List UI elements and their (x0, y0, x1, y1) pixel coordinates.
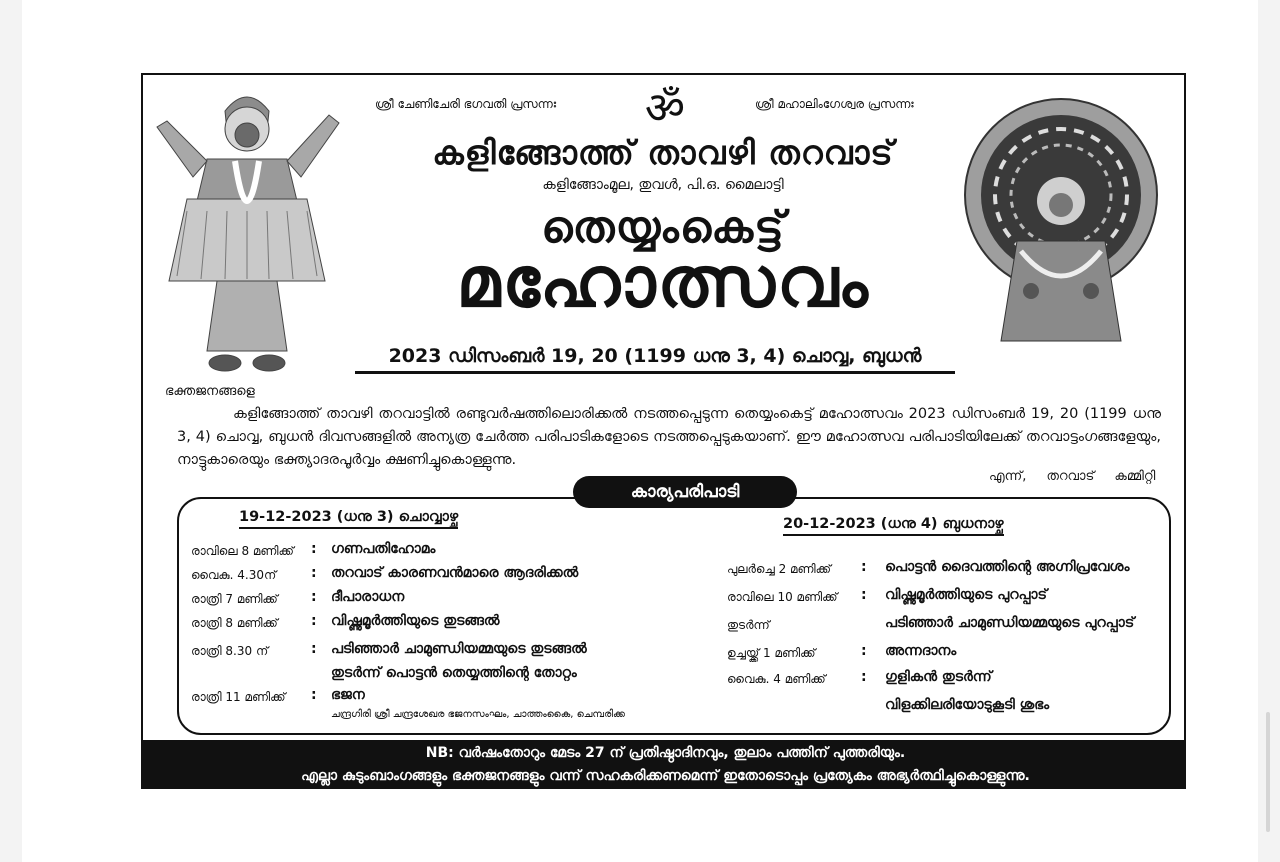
event-time: രാത്രി 8 മണിക്ക് (191, 616, 278, 630)
colon-separator: : (311, 565, 317, 581)
event-time: തുടർന്ന് (727, 618, 770, 632)
colon-separator: : (861, 643, 867, 659)
colon-separator: : (311, 687, 317, 703)
salutation: ഭക്തജനങ്ങളെ (165, 384, 255, 399)
event-time: പുലർച്ചെ 2 മണിക്ക് (727, 562, 831, 576)
scrollbar[interactable] (1266, 712, 1270, 832)
event-desc: തറവാട് കാരണവൻമാരെ ആദരിക്കൽ (331, 565, 579, 581)
event-desc: പടിഞ്ഞാർ ചാമുണ്ഡിയമ്മയുടെ തുടങ്ങൽ (331, 641, 587, 657)
theyyam-figure-left (147, 81, 347, 377)
family-name-heading: കളിങ്ങോത്ത് താവഴി തറവാട് (432, 133, 894, 172)
svg-text:ॐ: ॐ (644, 83, 686, 131)
theyyam-figure-right (961, 91, 1161, 347)
address: കളിങ്ങോംമൂല, തുവൾ, പി.ഒ. മൈലാട്ടി (542, 177, 784, 193)
colon-separator: : (311, 613, 317, 629)
event-desc: തുടർന്ന് പൊട്ടൻ തെയ്യത്തിന്റെ തോറ്റം (331, 665, 577, 681)
event-time: രാത്രി 8.30 ന് (191, 644, 269, 658)
footer-banner (143, 740, 1186, 789)
festival-notice (141, 73, 1186, 789)
programme-heading: കാര്യപരിപാടി (573, 476, 797, 508)
festival-title-line1: തെയ്യംകെട്ട് (541, 202, 785, 253)
blessing-left: ശ്രീ ചേണിചേരി ഭഗവതി പ്രസന്നഃ (375, 97, 557, 111)
event-time: രാത്രി 7 മണിക്ക് (191, 592, 278, 606)
event-desc: പൊട്ടൻ ദൈവത്തിന്റെ അഗ്നിപ്രവേശം (885, 559, 1130, 575)
event-desc: ഭജന (331, 687, 365, 703)
blessing-right: ശ്രീ മഹാലിംഗേശ്വര പ്രസന്നഃ (755, 97, 914, 111)
event-time: ഉച്ചയ്ക്ക് 1 മണിക്ക് (727, 646, 816, 660)
footer-line1: NB: വർഷംതോറും മേടം 27 ന് പ്രതിഷ്ഠാദിനവും, തുലാം പത്തിന് പുത്തരിയും. (425, 745, 906, 761)
colon-separator: : (311, 589, 317, 605)
festival-date-line: 2023 ഡിസംബർ 19, 20 (1199 ധനു 3, 4) ചൊവ്വ, ബുധൻ (355, 345, 955, 374)
event-desc: വിളക്കിലരിയോടുകൂടി ശുഭം (885, 697, 1050, 713)
event-desc: വിഷ്ണുമൂർത്തിയുടെ പുറപ്പാട് (885, 587, 1048, 603)
event-desc: ഗണപതിഹോമം (331, 541, 436, 557)
event-desc: വിഷ്ണുമൂർത്തിയുടെ തുടങ്ങൽ (331, 613, 500, 629)
invitation-text: കളിങ്ങോത്ത് താവഴി തറവാട്ടിൽ രണ്ടുവർഷത്തിലൊരിക്കൽ നടത്തപ്പെടുന്ന തെയ്യംകെട്ട് മഹോത്സവം 2023 ഡിസംബർ 19, 20 (1199 ധനു 3, 4) ചൊവ്വ, ബുധൻ ദിവസങ്ങളിൽ അന്യത്ര ചേർത്ത പരിപാടികളോടെ നടത്തപ്പെടുകയാണ്. ഈ മഹോത്സവ പരിപാടിയിലേക്ക് തറവാട്ടംഗങ്ങളേയും, നാട്ടുകാരെയും ഭക്ത്യാദരപൂർവ്വം ക്ഷണിച്ചുകൊള്ളുന്നു. (177, 406, 1161, 468)
event-time: രാത്രി 11 മണിക്ക് (191, 690, 286, 704)
footer-line2: എല്ലാ കുടുംബാംഗങ്ങളും ഭക്തജനങ്ങളും വന്ന് സഹകരിക്കണമെന്ന് ഇതോടൊപ്പം പ്രത്യേകം അഭ്യർത്ഥിച്ചുകൊള്ളുന്നു. (301, 768, 1030, 784)
colon-separator: : (861, 669, 867, 685)
colon-separator: : (311, 641, 317, 657)
colon-separator: : (311, 541, 317, 557)
event-desc: പടിഞ്ഞാർ ചാമുണ്ഡിയമ്മയുടെ പുറപ്പാട് (885, 615, 1135, 631)
event-time: വൈകു. 4 മണിക്ക് (727, 672, 826, 686)
event-time: രാവിലെ 8 മണിക്ക് (191, 544, 294, 558)
colon-separator: : (861, 559, 867, 575)
invitation-paragraph (177, 403, 1161, 472)
day1-heading: 19-12-2023 (ധനു 3) ചൊവ്വാഴ്ച (239, 509, 458, 529)
signature: എന്ന്, തറവാട് കമ്മിറ്റി (989, 469, 1156, 484)
festival-title-line2: മഹോത്സവം (456, 241, 870, 323)
colon-separator: : (861, 587, 867, 603)
event-desc: അന്നദാനം (885, 643, 957, 659)
bhajan-group-note: ചന്ദ്രഗിരി ശ്രീ ചന്ദ്രശേഖര ഭജനസംഘം, ചാത്തംകൈ, ചെമ്പരിക്ക (331, 709, 625, 720)
event-time: വൈകു. 4.30ന് (191, 568, 277, 582)
day2-heading: 20-12-2023 (ധനു 4) ബുധനാഴ്ച (783, 516, 1004, 536)
page-background (22, 0, 1258, 862)
event-time: രാവിലെ 10 മണിക്ക് (727, 590, 838, 604)
event-desc: ദീപാരാധന (331, 589, 405, 605)
om-symbol-icon (637, 81, 693, 131)
event-desc: ഗുളികൻ തുടർന്ന് (885, 669, 992, 685)
